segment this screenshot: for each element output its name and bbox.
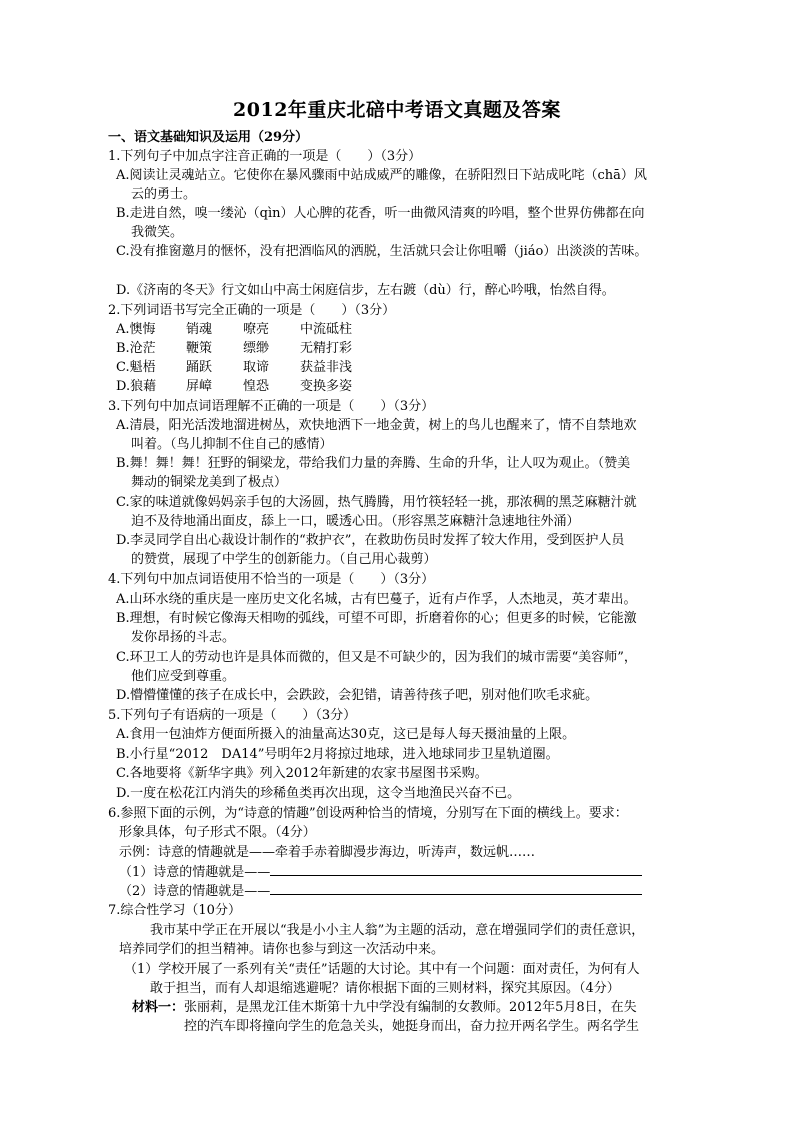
q2-word: 变换多姿	[300, 379, 353, 394]
q2-word: 无精打彩	[300, 341, 353, 356]
q2-option-row	[116, 377, 352, 396]
question-2-stem: 2.下列词语书写完全正确的一项是（ ）（3分）	[108, 303, 396, 318]
q6-example: 示例：诗意的情趣就是——牵着手赤着脚漫步海边，听涛声，数远帆……	[119, 845, 536, 860]
q2-word: D.狼藉	[116, 379, 157, 394]
q2-option-row	[116, 339, 352, 358]
material-one	[132, 998, 637, 1017]
question-7-stem: 7.综合性学习（10分）	[108, 903, 241, 918]
q2-word: 嘹亮	[243, 322, 270, 337]
answer-blank[interactable]	[270, 862, 642, 876]
q2-word: 踊跃	[186, 360, 213, 375]
q4-option-b-cont: 发你昂扬的斗志。	[131, 630, 236, 645]
q4-option-b: B.理想，有时候它像海天相吻的弧线，可望不可即，折磨着你的心；但更多的时候，它能激	[116, 611, 637, 626]
q2-word: 缥缈	[243, 341, 270, 356]
question-6-stem: 6.参照下面的示例，为“诗意的情趣”创设两种恰当的情境，分别写在下面的横线上。要求：	[108, 806, 628, 821]
question-1-stem: 1.下列句子中加点字注音正确的一项是（ ）（3分）	[108, 149, 422, 164]
q5-option-c: C.各地要将《新华字典》列入2012年新建的农家书屋图书采购。	[116, 766, 488, 781]
q5-option-d: D.一度在松花江内消失的珍稀鱼类再次出现，这令当地渔民兴奋不已。	[116, 786, 521, 801]
q3-option-c-cont: 迫不及待地涌出面皮，舔上一口，暖透心田。（形容黑芝麻糖汁急速地往外涌）	[131, 514, 580, 529]
q2-word: 鞭策	[186, 341, 213, 356]
q2-word: C.魁梧	[116, 360, 156, 375]
q3-option-d-cont: 的赞赏，展现了中学生的创新能力。（自己用心裁剪）	[131, 552, 437, 567]
material-text: 张丽莉，是黑龙江佳木斯第十九中学没有编制的女教师。2012年5月8日，在失	[184, 1000, 637, 1015]
q7-intro-cont: 培养同学们的担当精神。请你也参与到这一次活动中来。	[119, 942, 445, 957]
q4-option-c-cont: 他们应受到尊重。	[131, 669, 236, 684]
q6-blank-label: （1）诗意的情趣就是——	[119, 865, 271, 880]
q6-answer-line-2	[119, 881, 642, 901]
q1-option-c: C.没有推窗邀月的惬怀，没有把酒临风的洒脱，生活就只会让你咀嚼（jiáo）出淡淡的苦味。	[116, 244, 648, 259]
question-3-stem: 3.下列句中加点词语理解不正确的一项是（ ）（3分）	[108, 399, 435, 414]
q6-answer-line-1	[119, 862, 642, 882]
q2-option-row	[116, 358, 352, 377]
q2-word: B.沧茫	[116, 341, 156, 356]
question-4-stem: 4.下列句中加点词语使用不恰当的一项是（ ）（3分）	[108, 572, 435, 587]
q1-option-a: A.阅读让灵魂站立。它使你在暴风骤雨中站成威严的雕像，在骄阳烈日下站成叱咤（chā）风	[116, 168, 647, 183]
q4-option-d: D.懵懵懂懂的孩子在成长中，会跌跤，会犯错，请善待孩子吧，别对他们吹毛求疵。	[116, 688, 599, 703]
page-title: 2012年重庆北碚中考语文真题及答案	[233, 99, 561, 121]
q2-option-row	[116, 320, 352, 339]
material-label: 材料一：	[132, 1000, 185, 1015]
q1-option-d: D.《济南的冬天》行文如山中高士闲庭信步，左右踱（dù）行，醉心吟哦，怡然自得。	[116, 283, 615, 298]
q7-intro: 我市某中学正在开展以“我是小小主人翁”为主题的活动，意在增强同学们的责任意识，	[150, 923, 645, 938]
q3-option-b-cont: 舞动的铜梁龙美到了极点）	[131, 475, 288, 490]
q5-option-a: A.食用一包油炸方便面所摄入的油量高达30克，这已是每人每天摄油量的上限。	[116, 727, 576, 742]
question-5-stem: 5.下列句子有语病的一项是（ ）（3分）	[108, 708, 357, 723]
q2-word: 中流砥柱	[300, 322, 353, 337]
q3-option-b: B.舞！舞！舞！狂野的铜梁龙，带给我们力量的奔腾、生命的升华，让人叹为观止。（赞美	[116, 456, 631, 471]
q1-option-a-cont: 云的勇士。	[131, 187, 197, 202]
material-one-cont: 控的汽车即将撞向学生的危急关头，她挺身而出，奋力拉开两名学生。两名学生	[184, 1019, 640, 1034]
question-6-stem-cont: 形象具体，句子形式不限。（4分）	[119, 825, 316, 840]
q4-option-c: C.环卫工人的劳动也许是具体而微的，但又是不可缺少的，因为我们的城市需要“美容师”，	[116, 650, 637, 665]
section-heading: 一、语文基础知识及运用（29分）	[108, 130, 309, 145]
q2-word: 取谛	[243, 360, 270, 375]
q7-sub-question-1-cont: 敢于担当，而有人却退缩逃避呢？请你根据下面的三则材料，探究其原因。（4分）	[150, 981, 620, 996]
q4-option-a: A.山环水绕的重庆是一座历史文化名城，古有巴蔓子，近有卢作孚，人杰地灵，英才辈出。	[116, 592, 637, 607]
q6-blank-label: （2）诗意的情趣就是——	[119, 884, 271, 899]
q3-option-c: C.家的味道就像妈妈亲手包的大汤圆，热气腾腾，用竹筷轻轻一挑，那浓稠的黑芝麻糖汁就	[116, 495, 637, 510]
q3-option-d: D.李灵同学自出心裁设计制作的“救护衣”，在救助伤员时发挥了较大作用，受到医护人员	[116, 533, 625, 548]
q2-word: 屏嶂	[186, 379, 213, 394]
q3-option-a: A.清晨，阳光活泼地溜进树丛，欢快地洒下一地金黄，树上的鸟儿也醒来了，情不自禁地欢	[116, 418, 637, 433]
answer-blank[interactable]	[270, 881, 642, 895]
q1-option-b-cont: 我微笑。	[131, 225, 184, 240]
q7-sub-question-1: （1）学校开展了一系列有关“责任”话题的大讨论。其中有一个问题：面对责任，为何有人	[124, 962, 640, 977]
q3-option-a-cont: 叫着。（鸟儿抑制不住自己的感情）	[131, 437, 333, 452]
q5-option-b: B.小行星“2012 DA14”号明年2月将掠过地球，进入地球同步卫星轨道圈。	[116, 747, 559, 762]
q2-word: 销魂	[186, 322, 213, 337]
q2-word: A.懊悔	[116, 322, 156, 337]
q2-word: 获益非浅	[300, 360, 353, 375]
q2-word: 惶恐	[243, 379, 270, 394]
q1-option-b: B.走进自然，嗅一缕沁（qìn）人心脾的花香，听一曲微风清爽的吟唱，整个世界仿佛都在向	[116, 206, 645, 221]
